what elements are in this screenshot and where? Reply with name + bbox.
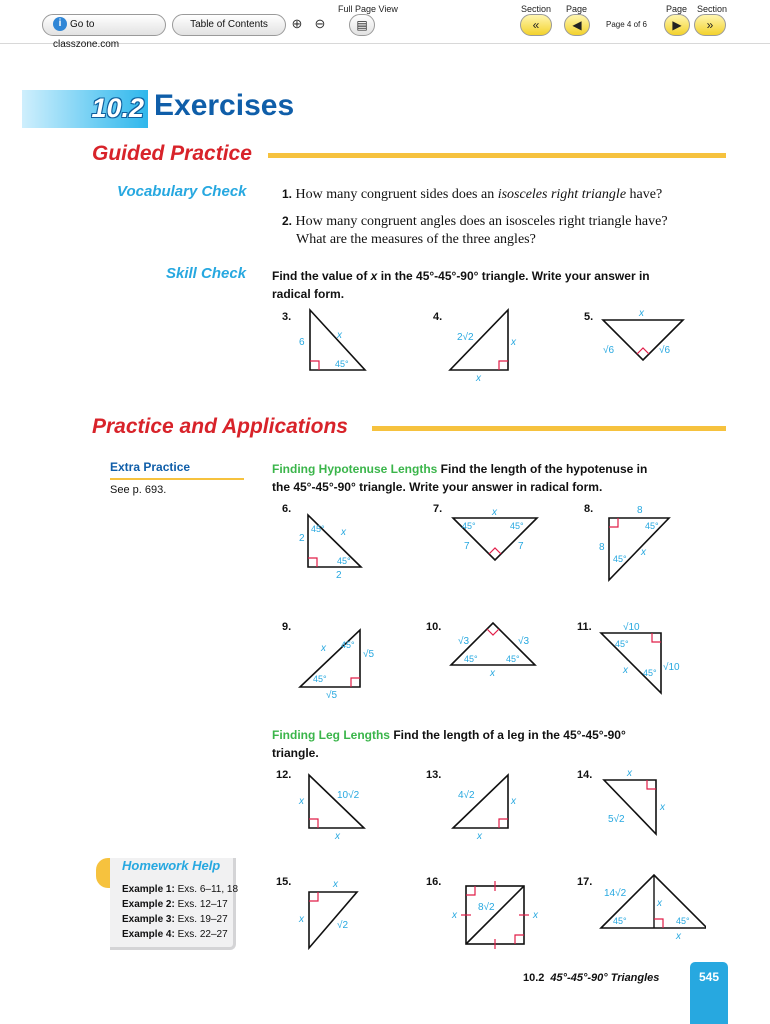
triangle-shape — [309, 775, 364, 828]
triangle-shape — [604, 780, 656, 834]
question-2-line-1: How many congruent angles does an isosceles right triangle have? — [295, 214, 668, 229]
toc-label: Table of Contents — [190, 19, 268, 30]
exercise-15-figure — [295, 876, 375, 956]
right-angle-mark — [652, 633, 661, 642]
leg-lead: Finding Leg Lengths — [272, 728, 390, 742]
exercise-7-figure — [448, 503, 548, 563]
right-label: x — [533, 910, 538, 921]
exercise-14-number: 14. — [577, 769, 593, 781]
skill-instr-b: in the 45°-45°-90° triangle. Write your answer in — [377, 269, 650, 283]
right-angle-mark — [637, 348, 649, 354]
side-label: 6 — [299, 337, 305, 348]
exercise-10-figure — [446, 618, 546, 683]
angle-top-label: 45° — [311, 524, 325, 534]
triangle-shape — [603, 320, 683, 360]
base-label: √5 — [326, 690, 338, 701]
angle-label: 45° — [335, 359, 349, 369]
exercise-5-number: 5. — [584, 311, 594, 323]
guided-practice-rule — [268, 153, 726, 158]
exercise-6-figure — [295, 510, 375, 585]
right-angle-mark — [466, 886, 475, 895]
right-angle-mark — [308, 558, 317, 567]
skill-instr-a: Find the value of — [272, 269, 371, 283]
page-caption-left: Page — [566, 4, 588, 14]
section-caption-right: Section — [697, 4, 728, 14]
homework-line — [122, 929, 228, 940]
section-caption-left: Section — [521, 4, 552, 14]
exercise-9-number: 9. — [282, 621, 292, 633]
homework-label: Example 3: — [122, 914, 175, 925]
table-of-contents-button[interactable] — [172, 14, 286, 36]
homework-label: Example 4: — [122, 929, 175, 940]
triangle-shape — [308, 515, 361, 567]
hyp-label: x — [623, 665, 628, 676]
zoom-in-icon[interactable]: ⊕ — [291, 16, 303, 31]
base-label: x — [477, 831, 482, 842]
homework-text: Exs. 22–27 — [177, 929, 228, 940]
skill-check-instructions — [272, 267, 650, 303]
exercise-4-number: 4. — [433, 311, 443, 323]
homework-text: Exs. 12–17 — [177, 899, 228, 910]
previous-page-icon[interactable]: ◀ — [564, 14, 590, 36]
right-angle-mark — [515, 935, 524, 944]
angle-top-label: 45° — [645, 521, 659, 531]
angle-bottom-label: 45° — [337, 556, 351, 566]
right-angle-mark — [351, 678, 360, 687]
question-1-text-a: How many congruent sides does an — [295, 187, 498, 202]
exercise-13-figure — [445, 770, 525, 845]
right-angle-mark — [309, 819, 318, 828]
triangle-shape — [453, 775, 508, 828]
exercise-5-figure — [595, 305, 695, 365]
exercise-17-number: 17. — [577, 876, 593, 888]
right-angle-mark — [309, 892, 318, 901]
base-label: x — [335, 831, 340, 842]
hyp-label: 10√2 — [337, 790, 360, 801]
side-label: x — [660, 802, 665, 813]
hypotenuse-instr-b: the 45°-45°-90° triangle. Write your answer in radical form. — [272, 480, 603, 494]
base-label: x — [476, 373, 481, 384]
leg-instructions — [272, 726, 626, 762]
side-label: 2 — [299, 533, 305, 544]
practice-rule — [372, 426, 726, 431]
hyp-label: x — [337, 330, 342, 341]
top-label: x — [333, 879, 338, 890]
exercise-12-number: 12. — [276, 769, 292, 781]
hyp-label: 5√2 — [608, 814, 625, 825]
angle-bottom-label: 45° — [643, 668, 657, 678]
side-label: x — [299, 914, 304, 925]
right-angle-mark — [499, 819, 508, 828]
classzone-label: Go to classzone.com — [53, 19, 120, 50]
side-label: x — [299, 796, 304, 807]
zoom-out-icon[interactable]: ⊖ — [314, 16, 326, 31]
skill-instr-var: x — [370, 269, 378, 283]
angle-top-label: 45° — [341, 640, 355, 650]
hyp-label: x — [641, 547, 646, 558]
footer-section: 10.2 — [523, 972, 545, 984]
exercise-11-figure — [595, 618, 695, 698]
practice-heading: Practice and Applications — [92, 415, 348, 438]
extra-practice-rule — [110, 478, 244, 480]
base-label: x — [676, 931, 681, 942]
homework-line — [122, 899, 228, 910]
right-label: √3 — [518, 636, 530, 647]
guided-practice-heading: Guided Practice — [92, 142, 252, 165]
next-page-icon[interactable]: ▶ — [664, 14, 690, 36]
question-1-number: 1. — [282, 187, 293, 201]
angle-left-label: 45° — [613, 916, 627, 926]
top-label: √10 — [623, 622, 640, 633]
go-to-classzone-button[interactable] — [42, 14, 166, 50]
right-angle-mark — [609, 518, 618, 527]
full-page-view-caption: Full Page View — [338, 4, 398, 14]
homework-label: Example 2: — [122, 899, 175, 910]
skill-check-heading: Skill Check — [166, 265, 247, 282]
left-label: 7 — [464, 541, 470, 552]
top-label: x — [492, 507, 497, 518]
angle-top-label: 45° — [615, 639, 629, 649]
right-angle-mark — [487, 629, 499, 635]
next-section-icon[interactable]: » — [694, 14, 726, 36]
exercise-11-number: 11. — [577, 621, 592, 633]
footer-title: 45°-45°-90° Triangles — [550, 972, 660, 984]
exercise-3-figure — [295, 305, 375, 375]
side-label: x — [511, 796, 516, 807]
exercise-3-number: 3. — [282, 311, 292, 323]
question-2-number: 2. — [282, 214, 293, 228]
question-2 — [282, 212, 668, 249]
hyp-label: 2√2 — [457, 332, 474, 343]
right-angle-mark — [499, 361, 508, 370]
diag-label: 8√2 — [478, 902, 495, 913]
right-angle-mark — [489, 548, 501, 554]
top-label: x — [627, 768, 632, 779]
reader-toolbar — [0, 0, 770, 50]
exercise-17-figure — [596, 866, 706, 946]
exercise-6-number: 6. — [282, 503, 292, 515]
right-label: √6 — [659, 345, 671, 356]
exercise-16-number: 16. — [426, 876, 442, 888]
question-1 — [282, 185, 662, 204]
left-label: √6 — [603, 345, 615, 356]
base-label: 2 — [336, 570, 342, 581]
side-label: √5 — [363, 649, 375, 660]
right-angle-mark — [647, 780, 656, 789]
top-label: 8 — [637, 505, 643, 516]
hyp-label: √2 — [337, 920, 349, 931]
left-label: x — [452, 910, 457, 921]
leg-instr-a: Find the length of a leg in the 45°-45°-90° — [389, 728, 626, 742]
hyp-label: x — [321, 643, 326, 654]
angle-left-label: 45° — [464, 654, 478, 664]
exercise-4-figure — [445, 305, 525, 385]
top-label: x — [639, 308, 644, 319]
left-label: 8 — [599, 542, 605, 553]
exercise-12-figure — [295, 770, 375, 845]
info-icon: i — [53, 17, 67, 31]
homework-text: Exs. 19–27 — [177, 914, 228, 925]
exercise-7-number: 7. — [433, 503, 443, 515]
homework-line — [122, 914, 228, 925]
right-angle-mark — [310, 361, 319, 370]
alt-label: x — [657, 898, 662, 909]
hypotenuse-lead: Finding Hypotenuse Lengths — [272, 462, 438, 476]
hyp-label: 14√2 — [604, 888, 627, 899]
full-page-view-icon[interactable]: ▤ — [349, 14, 375, 36]
angle-right-label: 45° — [510, 521, 524, 531]
section-title: Exercises — [154, 89, 295, 122]
vocabulary-check-heading: Vocabulary Check — [117, 183, 247, 200]
homework-help-title: Homework Help — [122, 858, 221, 873]
skill-instr-line-2: radical form. — [272, 287, 345, 301]
extra-practice-title: Extra Practice — [110, 460, 191, 474]
base-label: x — [490, 668, 495, 679]
page-number: 545 — [698, 970, 720, 984]
leg-label: x — [511, 337, 516, 348]
hypotenuse-instr-a: Find the length of the hypotenuse in — [437, 462, 648, 476]
angle-right-label: 45° — [676, 916, 690, 926]
homework-label: Example 1: — [122, 884, 175, 895]
exercise-9-figure — [295, 625, 390, 705]
exercise-8-number: 8. — [584, 503, 594, 515]
extra-practice-reference: See p. 693. — [110, 484, 167, 496]
page-caption-right: Page — [666, 4, 688, 14]
question-1-term: isosceles right triangle — [497, 187, 627, 202]
exercise-15-number: 15. — [276, 876, 292, 888]
exercise-16-figure — [448, 876, 548, 956]
leg-instr-b: triangle. — [272, 746, 319, 760]
hyp-label: 4√2 — [458, 790, 475, 801]
previous-section-icon[interactable]: « — [520, 14, 552, 36]
angle-bottom-label: 45° — [613, 554, 627, 564]
exercise-14-figure — [596, 764, 676, 844]
left-label: √3 — [458, 636, 470, 647]
angle-left-label: 45° — [462, 521, 476, 531]
hypotenuse-instructions — [272, 460, 647, 496]
page-footer — [523, 972, 659, 984]
angle-left-label: 45° — [313, 674, 327, 684]
right-label: 7 — [518, 541, 524, 552]
page-indicator: Page 4 of 6 — [606, 20, 647, 29]
question-1-text-b: have? — [626, 187, 663, 202]
question-2-line-2: What are the measures of the three angles? — [296, 232, 536, 247]
angle-right-label: 45° — [506, 654, 520, 664]
exercise-10-number: 10. — [426, 621, 442, 633]
exercise-8-figure — [597, 500, 677, 585]
hyp-label: x — [341, 527, 346, 538]
section-number: 10.2 — [91, 93, 144, 123]
homework-line — [122, 884, 238, 895]
right-label: √10 — [663, 662, 680, 673]
exercise-13-number: 13. — [426, 769, 442, 781]
section-badge — [22, 90, 148, 128]
right-angle-mark — [654, 919, 663, 928]
homework-text: Exs. 6–11, 18 — [177, 884, 239, 895]
